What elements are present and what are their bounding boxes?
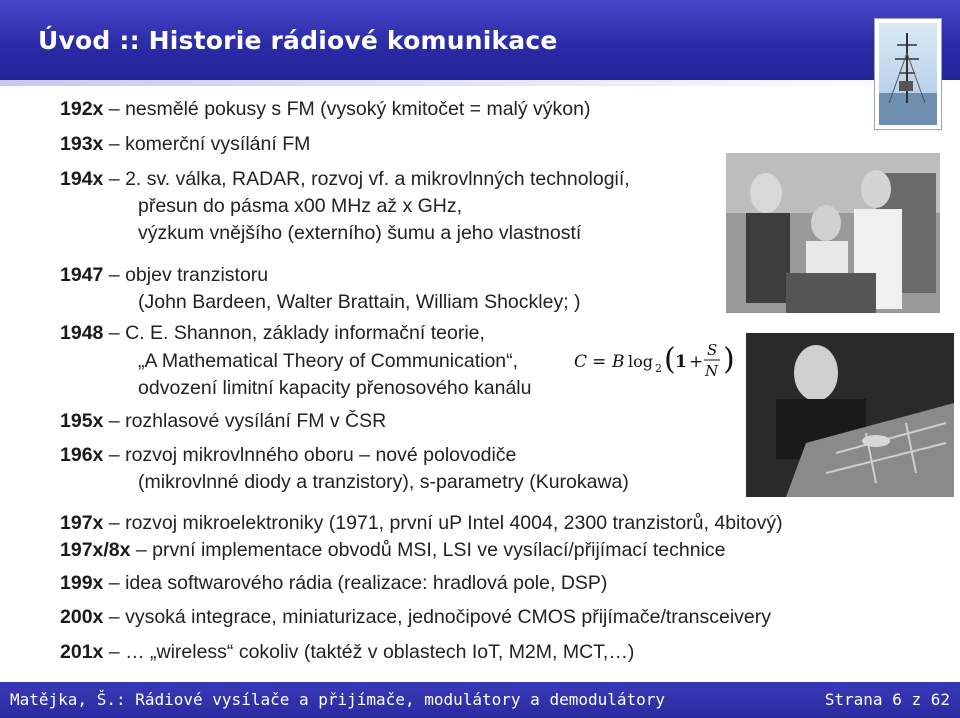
timeline-item-cont: přesun do pásma x00 MHz až x GHz,	[138, 195, 463, 217]
timeline-item-cont: výzkum vnějšího (externího) šumu a jeho vlastností	[138, 222, 582, 244]
antenna-logo	[874, 18, 942, 130]
formula-b: B	[612, 352, 625, 372]
timeline-item: 197x – rozvoj mikroelektroniky (1971, první uP Intel 4004, 2300 tranzistorů, 4bitový)	[60, 512, 783, 534]
timeline-item: 192x – nesmělé pokusy s FM (vysoký kmitočet = malý výkon)	[60, 98, 591, 120]
formula-s: S	[707, 341, 718, 359]
antenna-photo	[879, 23, 937, 125]
page-number: Strana 6 z 62	[824, 690, 950, 709]
formula-log-base: 2	[655, 362, 662, 375]
formula-n: N	[705, 362, 719, 380]
transistor-inventors-photo	[726, 153, 940, 313]
formula-paren-left: (	[664, 342, 676, 377]
slide-footer	[0, 682, 960, 718]
formula-eq: =	[592, 352, 607, 372]
timeline-item: 196x – rozvoj mikrovlnného oboru – nové polovodiče	[60, 444, 517, 466]
formula-c: C	[574, 352, 588, 372]
timeline-item-cont: (John Bardeen, Walter Brattain, William Shockley; )	[138, 291, 581, 313]
timeline-item: 201x – … „wireless“ cokoliv (taktéž v oblastech IoT, M2M, MCT,…)	[60, 641, 635, 663]
antenna-tower-icon	[879, 23, 937, 125]
timeline-item-cont: „A Mathematical Theory of Communication“,	[138, 350, 519, 372]
timeline-item-cont: (mikrovlnné diody a tranzistory), s-parametry (Kurokawa)	[138, 471, 629, 493]
timeline-item: 199x – idea softwarového rádia (realizace: hradlová pole, DSP)	[60, 572, 608, 594]
timeline-item: 200x – vysoká integrace, miniaturizace, jednočipové CMOS přijímače/transceivery	[60, 606, 771, 628]
timeline-item-cont: odvození limitní kapacity přenosového kanálu	[138, 377, 532, 399]
shannon-capacity-formula	[574, 340, 734, 380]
timeline-item: 195x – rozhlasové vysílání FM v ČSR	[60, 410, 387, 432]
formula-log: log	[628, 352, 653, 371]
formula-one: 1	[675, 352, 687, 372]
timeline-item: 193x – komerční vysílání FM	[60, 133, 311, 155]
slide-title: Úvod :: Historie rádiové komunikace	[38, 26, 558, 55]
timeline-item: 1948 – C. E. Shannon, základy informační teorie,	[60, 322, 485, 344]
header-strip	[0, 80, 960, 86]
timeline-item: 197x/8x – první implementace obvodů MSI, LSI ve vysílací/přijímací technice	[60, 539, 726, 561]
footer-author: Matějka, Š.: Rádiové vysílače a přijímače, modulátory a demodulátory	[10, 690, 666, 709]
formula-plus: +	[689, 352, 704, 372]
shannon-maze-photo	[746, 333, 954, 497]
timeline-item: 1947 – objev tranzistoru	[60, 264, 269, 286]
formula-paren-right: )	[723, 342, 734, 377]
timeline-item: 194x – 2. sv. válka, RADAR, rozvoj vf. a mikrovlnných technologií,	[60, 168, 630, 190]
